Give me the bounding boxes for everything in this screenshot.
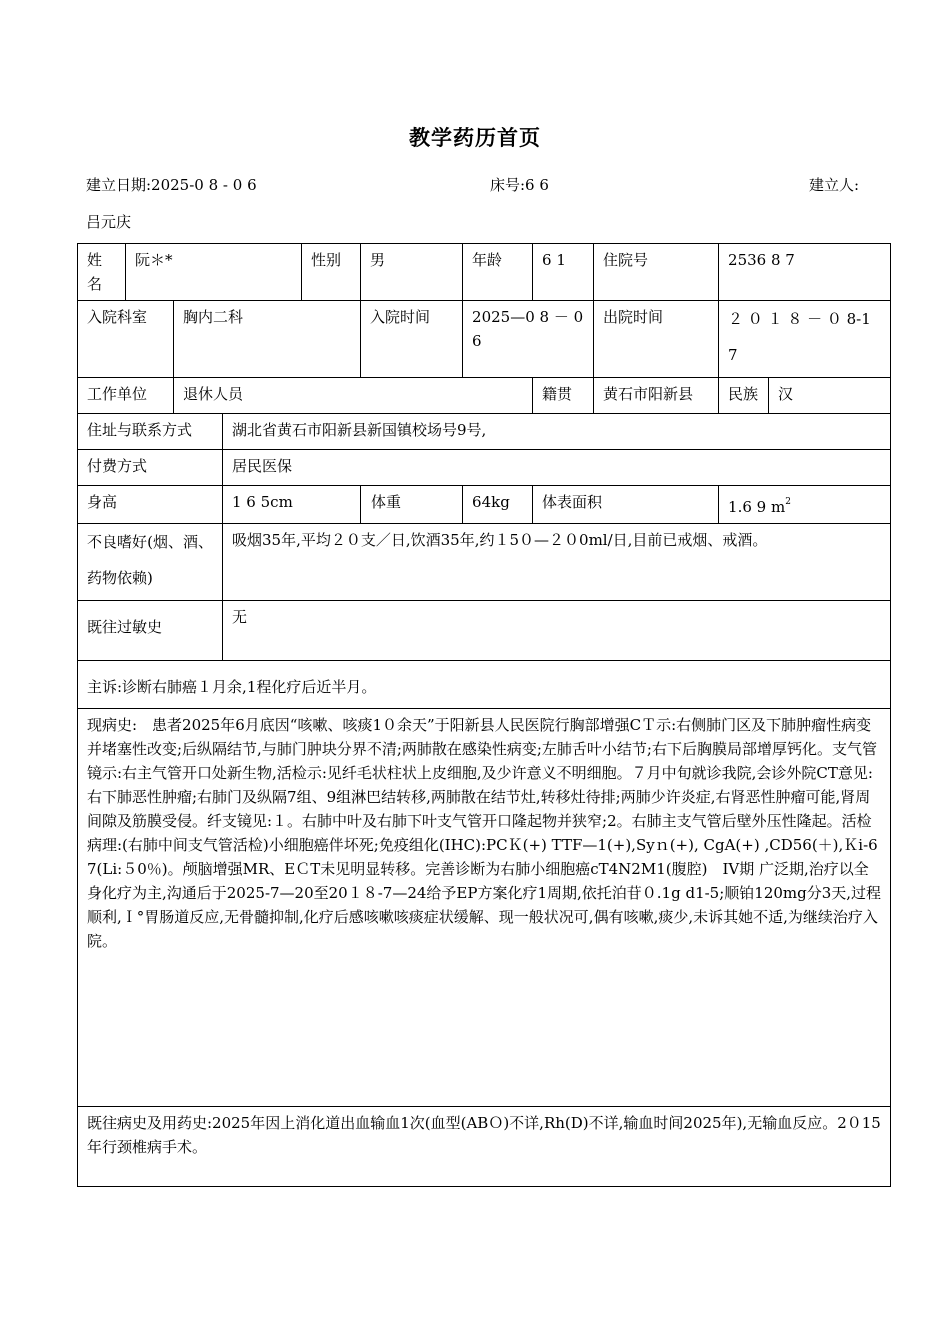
created-date: 建立日期:2025-0 8 - 0 6 xyxy=(86,176,257,194)
discharge-value: ２ ０ １ ８ － ０ 8-1 7 xyxy=(719,301,891,378)
native-label: 籍贯 xyxy=(533,378,594,414)
name-label: 姓名 xyxy=(78,244,126,301)
admit-time-value: 2025—0 8 － 0 6 xyxy=(463,301,594,378)
dept-value: 胸内二科 xyxy=(174,301,361,378)
page-title: 教学药历首页 xyxy=(409,125,541,150)
present-history: 现病史: 患者2025年6月底因“咳嗽、咳痰1０余天”于阳新县人民医院行胸部增强CＴ示:右侧肺门区及下肺肿瘤性病变并堵塞性改变;后纵隔结节,与肺门肿块分界不清;两肺散在感染性病变;左肺舌叶小结节;右下后胸膜局部增厚钙化。支气管镜示:右主气管开口处新生物,活检示:见纤毛状柱状上皮细胞,及少许意义不明细胞。７月中旬就诊我院,会诊外院CT意见:右下肺恶性肿瘤;右肺门及纵隔7组、9组淋巴结转移,两肺散在结节灶,转移灶待排;两肺少许炎症,右肾恶性肿瘤可能,肾周间隙及筋膜受侵。纤支镜见:１。右肺中叶及右肺下叶支气管开口隆起物并狭窄;2。右肺主支气管后壁外压性隆起。活检病理:(右肺中间支气管活检)小细胞癌伴坏死;免疫组化(IHC):PCＫ(+) TTF—1(+),Syｎ(+), CgA(+) ,CD56(＋),Ｋi-67(Li:５0％)。颅脑增强MR、EＣT未见明显转移。完善诊断为右肺小细胞癌cT4N2M1(腹腔) IV期 广泛期,治疗以全身化疗为主,沟通后于2025-7—20至20１８-7—24给予EP方案化疗1周期,依托泊苷０.1g d1-5;顺铂120mg分3天,过程顺利,Ｉ°胃肠道反应,无骨髓抑制,化疗后感咳嗽咳痰症状缓解、现一般状况可,偶有咳嗽,痰少,未诉其她不适,为继续治疗入院。 xyxy=(78,709,891,1107)
age-label: 年龄 xyxy=(463,244,533,301)
admit-time-label: 入院时间 xyxy=(361,301,463,378)
work-label: 工作单位 xyxy=(78,378,174,414)
gender-label: 性别 xyxy=(302,244,361,301)
native-value: 黄石市阳新县 xyxy=(594,378,719,414)
bsa-unit-superscript: 2 xyxy=(785,497,791,507)
bsa-number: 1.6 9 m xyxy=(728,498,786,516)
bed-number: 床号:6 6 xyxy=(490,176,549,194)
gender-value: 男 xyxy=(361,244,463,301)
allergy-label: 既往过敏史 xyxy=(78,601,223,661)
record-table xyxy=(77,243,891,1187)
creator-name: 吕元庆 xyxy=(86,213,132,231)
weight-label: 体重 xyxy=(361,486,463,524)
bsa-label: 体表面积 xyxy=(533,486,719,524)
work-value: 退休人员 xyxy=(174,378,533,414)
past-history: 既往病史及用药史:2025年因上消化道出血输血1次(血型(ABＯ)不详,Rh(D)不详,输血时间2025年),无输血反应。2０15年行颈椎病手术。 xyxy=(78,1107,891,1187)
habits-label: 不良嗜好(烟、酒、药物依赖) xyxy=(78,524,223,601)
height-label: 身高 xyxy=(78,486,223,524)
ethnic-label: 民族 xyxy=(719,378,769,414)
discharge-label: 出院时间 xyxy=(594,301,719,378)
allergy-value: 无 xyxy=(223,601,891,661)
weight-value: 64kg xyxy=(463,486,533,524)
payment-label: 付费方式 xyxy=(78,450,223,486)
height-value: 1 6 5cm xyxy=(223,486,361,524)
address-value: 湖北省黄石市阳新县新国镇校场号9号, xyxy=(223,414,891,450)
dept-label: 入院科室 xyxy=(78,301,174,378)
name-value: 阮＊* xyxy=(126,244,302,301)
habits-value: 吸烟35年,平均２０支／日,饮酒35年,约１5０—２０0ml/日,目前已戒烟、戒酒。 xyxy=(223,524,891,601)
age-value: 6 1 xyxy=(533,244,594,301)
ethnic-value: 汉 xyxy=(769,378,891,414)
bsa-value xyxy=(719,486,891,524)
admission-no-value: 2536 8 7 xyxy=(719,244,891,301)
payment-value: 居民医保 xyxy=(223,450,891,486)
creator-label: 建立人: xyxy=(809,176,860,194)
admission-no-label: 住院号 xyxy=(594,244,719,301)
chief-complaint: 主诉:诊断右肺癌１月余,1程化疗后近半月。 xyxy=(78,661,891,709)
address-label: 住址与联系方式 xyxy=(78,414,223,450)
